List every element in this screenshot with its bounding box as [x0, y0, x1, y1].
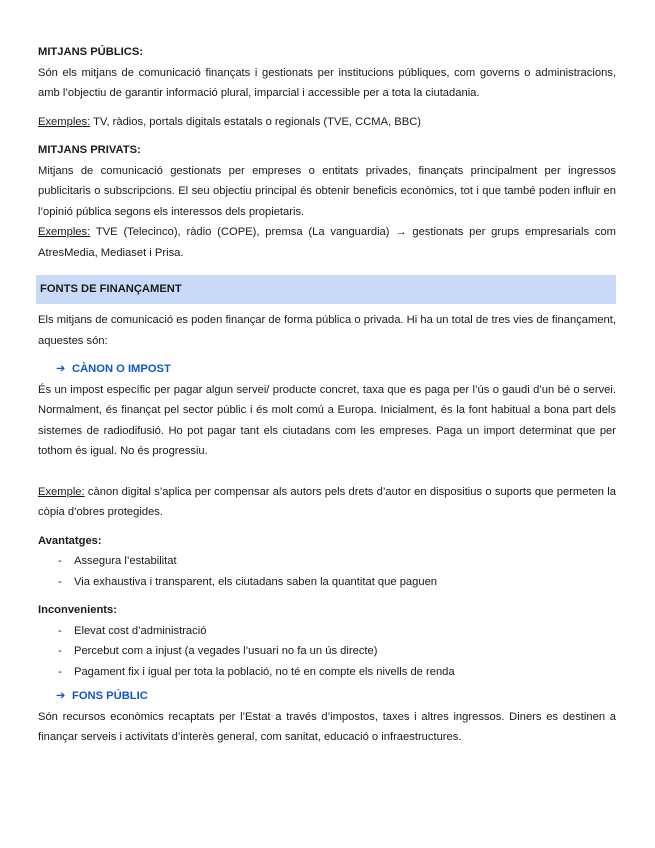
canon-example-label: Exemple:: [38, 485, 85, 498]
avantatges-list: [38, 551, 616, 592]
publics-examples-text: TV, ràdios, portals digitals estatals o regionals (TVE, CCMA, BBC): [90, 115, 422, 128]
canon-title: CÀNON O IMPOST: [72, 363, 171, 375]
dash-bullet: -: [58, 665, 62, 678]
list-item: - Elevat cost d’administració: [38, 621, 616, 642]
dash-bullet: -: [58, 575, 62, 588]
fons-body: Són recursos econòmics recaptats per l’Estat a través d’impostos, taxes i altres ingressos. Diners es destinen a finançar serveis i activitats d’interès general, com sanitat, educació o infraestructures.: [38, 710, 616, 743]
canon-example: [38, 482, 616, 523]
list-item: - Assegura l’estabilitat: [38, 551, 616, 572]
dash-bullet: -: [58, 624, 62, 637]
publics-heading: MITJANS PÚBLICS:: [38, 46, 144, 58]
avantatges-heading: Avantatges:: [38, 534, 102, 547]
privats-examples-text: TVE (Telecinco), ràdio (COPE), premsa (La vanguardia) → gestionats per grups empresarials com AtresMedia, Mediaset i Prisa.: [38, 226, 616, 259]
document-page: [38, 42, 616, 748]
publics-body: Són els mitjans de comunicació finançats i gestionats per institucions públiques, com governs o administracions, amb l’objectiu de garantir informació plural, imparcial i accessible per a tota la ciutadania.: [38, 66, 616, 99]
privats-examples-label: Exemples:: [38, 226, 91, 238]
dash-bullet: -: [58, 645, 62, 657]
privats-body: Mitjans de comunicació gestionats per empreses o entitats privades, finançats principalment per ingressos publicitaris o subscripcions. El seu objectiu principal és obtenir beneficis econòmics, tot i que també poden influir en l’opinió pública segons els interessos dels propietaris.: [38, 164, 616, 218]
fons-subheading: [38, 686, 616, 707]
fons-title: FONS PÚBLIC: [72, 690, 148, 702]
publics-examples: [38, 112, 616, 133]
dash-bullet: -: [58, 555, 62, 567]
inconvenients-list: [38, 621, 616, 683]
fonts-section-heading: FONTS DE FINANÇAMENT: [36, 275, 616, 304]
canon-body: És un impost específic per pagar algun servei/ producte concret, taxa que es paga per l’ús o gaudi d’un bé o servei. Normalment, és finançat pel sector públic i és molt comú a Europa. Inicialment, és la font habitual a bona part dels sistemes de radiodifusió. Ho pot pagar tant els ciutadans com les empreses. Paga un import determinat que per tothom és igual. No és progressiu.: [38, 383, 616, 457]
arrow-right-icon: ➔: [56, 690, 66, 702]
list-item: - Via exhaustiva i transparent, els ciutadans saben la quantitat que paguen: [38, 572, 616, 593]
publics-examples-label: Exemples:: [38, 115, 91, 128]
privats-heading: MITJANS PRIVATS:: [38, 144, 141, 156]
list-item: - Pagament fix i igual per tota la població, no té en compte els nivells de renda: [38, 662, 616, 683]
inconvenients-heading: Inconvenients:: [38, 604, 117, 616]
canon-subheading: [38, 359, 616, 380]
canon-example-text: cànon digital s’aplica per compensar als autors pels drets d’autor en dispositius o suports que permeten la còpia d’obres protegides.: [38, 485, 616, 518]
arrow-right-icon: ➔: [56, 363, 66, 375]
list-item: - Percebut com a injust (a vegades l’usuari no fa un ús directe): [38, 641, 616, 662]
fonts-intro: Els mitjans de comunicació es poden finançar de forma pública o privada. Hi ha un total de tres vies de finançament, aquestes són:: [38, 314, 616, 347]
privats-examples: [38, 222, 616, 263]
